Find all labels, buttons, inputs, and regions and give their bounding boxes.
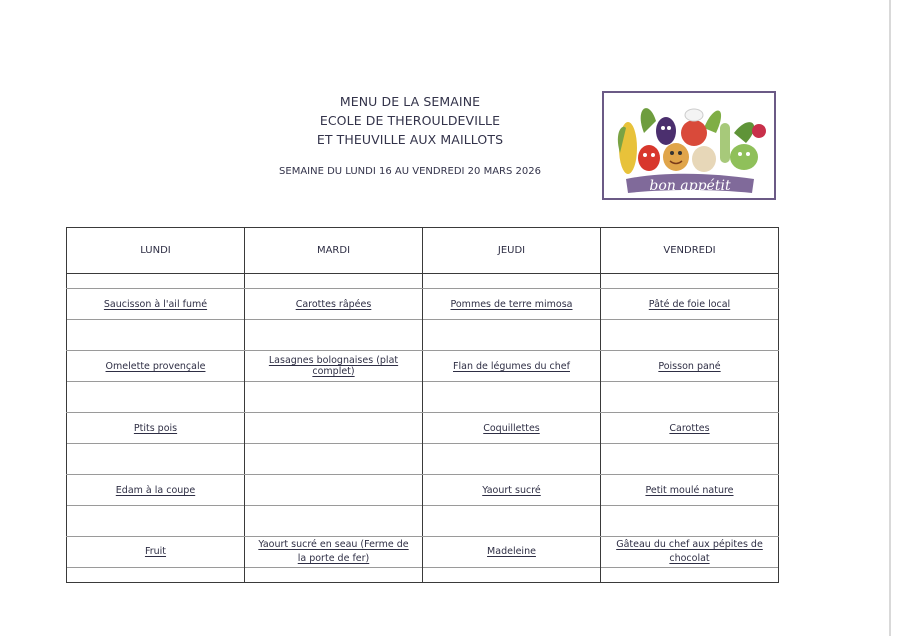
table-header-row <box>67 228 779 274</box>
menu-cell: Carottes <box>601 413 779 444</box>
day-monday: LUNDI <box>67 228 245 274</box>
vegetables-chef-illustration-icon <box>604 93 774 198</box>
spacer-row <box>67 444 779 475</box>
table-row <box>67 289 779 320</box>
menu-cell: Lasagnes bolognaises (plat complet) <box>245 351 423 382</box>
spacer-row <box>67 320 779 351</box>
day-tuesday: MARDI <box>245 228 423 274</box>
menu-header <box>230 92 590 149</box>
logo-text: bon appétit <box>649 178 731 194</box>
school-name-2: ET THEUVILLE AUX MAILLOTS <box>316 132 504 147</box>
menu-cell <box>245 475 423 506</box>
table-row <box>67 413 779 444</box>
menu-cell: Madeleine <box>423 537 601 568</box>
page-edge <box>889 0 891 636</box>
menu-cell: Edam à la coupe <box>67 475 245 506</box>
spacer-row <box>67 506 779 537</box>
menu-cell: Ptits pois <box>67 413 245 444</box>
menu-cell: Petit moulé nature <box>601 475 779 506</box>
menu-cell: Saucisson à l'ail fumé <box>67 289 245 320</box>
menu-cell: Omelette provençale <box>67 351 245 382</box>
menu-cell: Yaourt sucré en seau (Ferme de la porte de fer) <box>245 537 423 568</box>
menu-cell: Pâté de foie local <box>601 289 779 320</box>
menu-cell: Fruit <box>67 537 245 568</box>
spacer-row <box>67 568 779 583</box>
menu-table <box>66 227 779 583</box>
week-dates: SEMAINE DU LUNDI 16 AU VENDREDI 20 MARS 2026 <box>279 166 541 177</box>
menu-cell: Gâteau du chef aux pépites de chocolat <box>601 537 779 568</box>
table-row <box>67 351 779 382</box>
spacer-row <box>67 274 779 289</box>
menu-cell: Pommes de terre mimosa <box>423 289 601 320</box>
day-friday: VENDREDI <box>601 228 779 274</box>
menu-cell <box>245 413 423 444</box>
table-row <box>67 537 779 568</box>
school-name: ECOLE DE THEROULDEVILLE <box>319 113 501 128</box>
day-thursday: JEUDI <box>423 228 601 274</box>
menu-cell: Carottes râpées <box>245 289 423 320</box>
menu-cell: Poisson pané <box>601 351 779 382</box>
bon-appetit-logo <box>602 91 776 200</box>
menu-title: MENU DE LA SEMAINE <box>339 94 481 109</box>
table-row <box>67 475 779 506</box>
menu-cell: Flan de légumes du chef <box>423 351 601 382</box>
menu-cell: Yaourt sucré <box>423 475 601 506</box>
spacer-row <box>67 382 779 413</box>
menu-cell: Coquillettes <box>423 413 601 444</box>
